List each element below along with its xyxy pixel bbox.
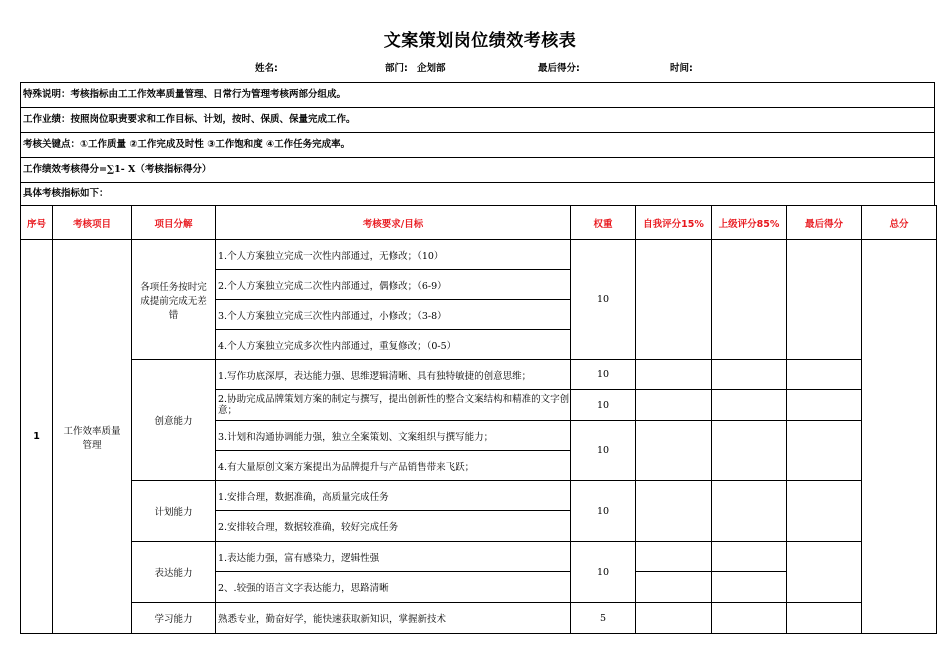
header-requirement: 考核要求/目标 [216, 206, 571, 240]
breakdown-cell-1: 各项任务按时完成提前完成无差错 [132, 240, 216, 360]
superior-score-cell[interactable] [712, 572, 787, 603]
header-superior-score: 上级评分85% [712, 206, 787, 240]
note-special: 特殊说明：考核指标由工工作效率质量管理、日常行为管理考核两部分组成。 [20, 82, 935, 108]
page-title: 文案策划岗位绩效考核表 [383, 31, 577, 51]
weight-cell: 5 [571, 603, 636, 634]
requirement-cell: 2.个人方案独立完成二次性内部通过，偶修改；（6-9） [216, 270, 571, 300]
requirement-cell: 4.个人方案独立完成多次性内部通过，重复修改；（0-5） [216, 330, 571, 360]
header-seq: 序号 [21, 206, 53, 240]
requirement-cell: 1.写作功底深厚，表达能力强、思维逻辑清晰、具有独特敏捷的创意思维； [216, 360, 571, 390]
weight-cell: 10 [571, 481, 636, 542]
breakdown-cell-3: 计划能力 [132, 481, 216, 542]
self-score-cell[interactable] [636, 481, 712, 542]
weight-cell: 10 [571, 390, 636, 421]
final-score-cell[interactable] [787, 421, 862, 481]
time-label: 时间: [670, 63, 693, 74]
requirement-cell: 3.计划和沟通协调能力强，独立全案策划、文案组织与撰写能力； [216, 421, 571, 451]
requirement-cell: 4.有大量原创文案方案提出为品牌提升与产品销售带来飞跃； [216, 451, 571, 481]
table-row [21, 603, 937, 634]
dept-value: 企划部 [417, 63, 446, 74]
breakdown-cell-4: 表达能力 [132, 542, 216, 603]
self-score-cell[interactable] [636, 603, 712, 634]
breakdown-cell-2: 创意能力 [132, 360, 216, 481]
requirement-cell: 3.个人方案独立完成三次性内部通过，小修改；（3-8） [216, 300, 571, 330]
header-breakdown: 项目分解 [132, 206, 216, 240]
table-row [21, 542, 937, 572]
requirement-cell: 1.安排合理，数据准确，高质量完成任务 [216, 481, 571, 511]
superior-score-cell[interactable] [712, 240, 787, 360]
weight-cell: 10 [571, 240, 636, 360]
self-score-cell[interactable] [636, 360, 712, 390]
dept-label: 部门: [385, 63, 408, 74]
final-score-cell[interactable] [787, 240, 862, 360]
header-self-score: 自我评分15% [636, 206, 712, 240]
superior-score-cell[interactable] [712, 360, 787, 390]
final-score-label: 最后得分: [538, 63, 580, 74]
table-row [21, 240, 937, 270]
superior-score-cell[interactable] [712, 421, 787, 481]
self-score-cell[interactable] [636, 572, 712, 603]
requirement-cell: 1.表达能力强，富有感染力，逻辑性强 [216, 542, 571, 572]
final-score-cell[interactable] [787, 360, 862, 390]
header-final-score: 最后得分 [787, 206, 862, 240]
requirement-cell: 2.安排较合理，数据较准确，较好完成任务 [216, 511, 571, 542]
requirement-cell: 熟悉专业，勤奋好学，能快速获取新知识，掌握新技术 [216, 603, 571, 634]
weight-cell: 10 [571, 360, 636, 390]
note-formula: 工作绩效考核得分=∑1- X（考核指标得分） [20, 158, 935, 183]
seq-cell: 1 [21, 240, 53, 634]
superior-score-cell[interactable] [712, 603, 787, 634]
note-performance: 工作业绩：按照岗位职责要求和工作目标、计划，按时、保质、保量完成工作。 [20, 108, 935, 133]
assessment-table [20, 205, 937, 634]
header-row [21, 206, 937, 240]
weight-cell: 10 [571, 421, 636, 481]
header-total: 总分 [862, 206, 937, 240]
breakdown-cell-5: 学习能力 [132, 603, 216, 634]
self-score-cell[interactable] [636, 390, 712, 421]
total-cell[interactable] [862, 240, 937, 634]
final-score-cell[interactable] [787, 390, 862, 421]
table-row [21, 481, 937, 511]
name-label: 姓名: [255, 63, 278, 74]
superior-score-cell[interactable] [712, 542, 787, 572]
self-score-cell[interactable] [636, 240, 712, 360]
note-key-points: 考核关键点：①工作质量 ②工作完成及时性 ③工作饱和度 ④工作任务完成率。 [20, 133, 935, 158]
project-cell: 工作效率质量管理 [53, 240, 132, 634]
note-indicators-intro: 具体考核指标如下： [20, 183, 935, 206]
final-score-cell[interactable] [787, 542, 862, 603]
superior-score-cell[interactable] [712, 481, 787, 542]
final-score-cell[interactable] [787, 603, 862, 634]
requirement-cell: 1.个人方案独立完成一次性内部通过，无修改；（10） [216, 240, 571, 270]
requirement-cell: 2、.较强的语言文字表达能力，思路清晰 [216, 572, 571, 603]
self-score-cell[interactable] [636, 542, 712, 572]
table-row [21, 360, 937, 390]
self-score-cell[interactable] [636, 421, 712, 481]
superior-score-cell[interactable] [712, 390, 787, 421]
header-project: 考核项目 [53, 206, 132, 240]
requirement-cell: 2.协助完成品牌策划方案的制定与撰写，提出创新性的整合文案结构和精准的文字创意； [216, 390, 571, 421]
header-weight: 权重 [571, 206, 636, 240]
final-score-cell[interactable] [787, 481, 862, 542]
weight-cell: 10 [571, 542, 636, 603]
